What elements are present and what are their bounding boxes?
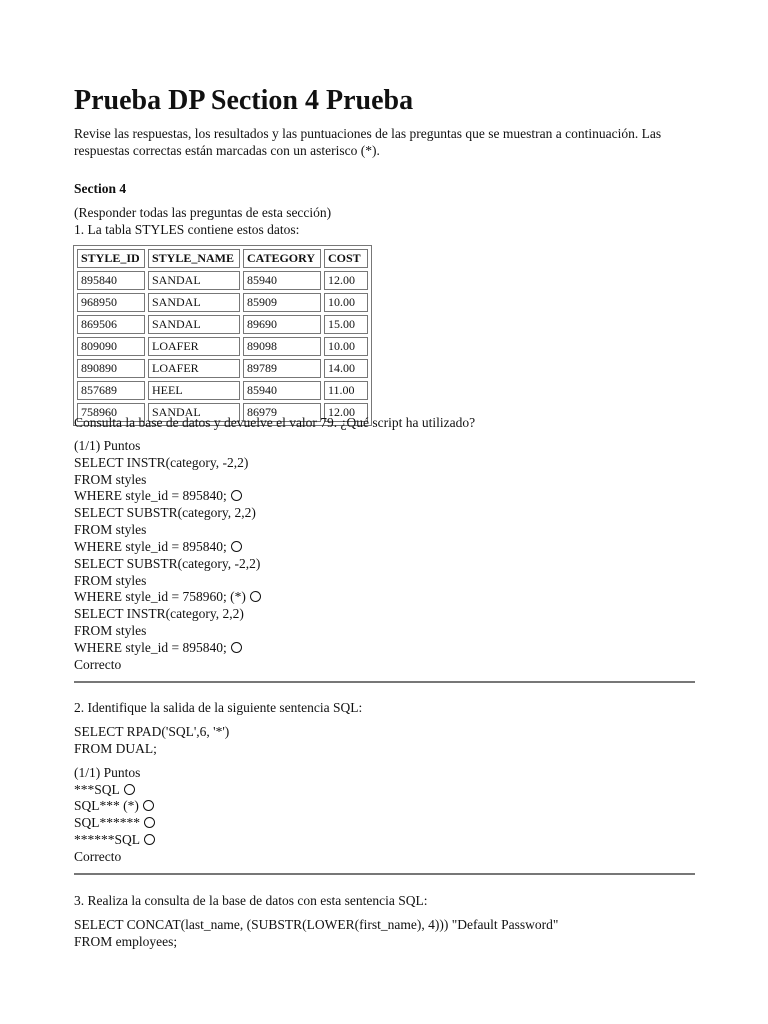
q1-question: Consulta la base de datos y devuelve el valor 79. ¿Qué script ha utilizado? [74, 415, 476, 430]
table-cell: 12.00 [324, 403, 368, 422]
table-cell: 85940 [243, 271, 321, 290]
table-row [77, 315, 368, 334]
table-header: COST [324, 249, 368, 268]
q2-option-a-radio[interactable] [124, 784, 135, 795]
q2-option-d-label: ******SQL [74, 832, 141, 847]
table-header-row [77, 249, 368, 268]
q1-option-b-line3: WHERE style_id = 895840; [74, 539, 227, 554]
q1-option-b [74, 538, 242, 555]
q1-option-a-line1: SELECT INSTR(category, -2,2) [74, 455, 249, 470]
table-row [77, 337, 368, 356]
q1-points: (1/1) Puntos [74, 438, 141, 453]
q1-option-a [74, 487, 242, 504]
q2-option-c [74, 814, 155, 831]
table-cell: 895840 [77, 271, 145, 290]
intro-text: Revise las respuestas, los resultados y las puntuaciones de las preguntas que se muestran a continuación. Las respuestas correctas están marcadas con un asterisco (*). [74, 126, 662, 158]
q1-option-a-line2: FROM styles [74, 472, 147, 487]
table-header: STYLE_NAME [148, 249, 240, 268]
divider [74, 873, 695, 875]
table-cell: 89789 [243, 359, 321, 378]
q3-code-line1: SELECT CONCAT(last_name, (SUBSTR(LOWER(first_name), 4))) "Default Password" [74, 917, 559, 932]
q1-option-c-line1: SELECT SUBSTR(category, -2,2) [74, 556, 261, 571]
q2-option-d [74, 831, 155, 848]
section-note: (Responder todas las preguntas de esta sección) [74, 205, 332, 220]
q1-option-c [74, 588, 261, 605]
q1-prompt: 1. La tabla STYLES contiene estos datos: [74, 222, 300, 237]
table-cell: 14.00 [324, 359, 368, 378]
q1-option-d-line2: FROM styles [74, 623, 147, 638]
q2-option-a-label: ***SQL [74, 782, 120, 797]
q2-code-line1: SELECT RPAD('SQL',6, '*') [74, 724, 230, 739]
q2-option-c-label: SQL****** [74, 815, 141, 830]
q1-option-d-line1: SELECT INSTR(category, 2,2) [74, 606, 244, 621]
q1-option-c-line3: WHERE style_id = 758960; (*) [74, 589, 246, 604]
q1-option-c-radio[interactable] [250, 591, 261, 602]
table-cell: 10.00 [324, 337, 368, 356]
table-cell: 89690 [243, 315, 321, 334]
table-cell: HEEL [148, 381, 240, 400]
table-cell: 890890 [77, 359, 145, 378]
q2-option-d-radio[interactable] [144, 834, 155, 845]
table-row [77, 293, 368, 312]
table-cell: 809090 [77, 337, 145, 356]
table-cell: 85940 [243, 381, 321, 400]
table-cell: 10.00 [324, 293, 368, 312]
q2-option-b-label: SQL*** (*) [74, 798, 139, 813]
q3-prompt: 3. Realiza la consulta de la base de datos con esta sentencia SQL: [74, 893, 428, 908]
q2-option-c-radio[interactable] [144, 817, 155, 828]
table-header: STYLE_ID [77, 249, 145, 268]
q1-option-c-line2: FROM styles [74, 573, 147, 588]
table-cell: 85909 [243, 293, 321, 312]
q1-option-a-radio[interactable] [231, 490, 242, 501]
q3-code-line2: FROM employees; [74, 934, 178, 949]
q2-option-b-radio[interactable] [143, 800, 154, 811]
table-row [77, 381, 368, 400]
q1-option-d-line3: WHERE style_id = 895840; [74, 640, 227, 655]
table-row [77, 271, 368, 290]
table-cell: 758960 [77, 403, 145, 422]
table-cell: 15.00 [324, 315, 368, 334]
q2-prompt: 2. Identifique la salida de la siguiente sentencia SQL: [74, 700, 363, 715]
q2-result: Correcto [74, 849, 122, 864]
divider [74, 681, 695, 683]
table-cell: LOAFER [148, 359, 240, 378]
table-cell: 89098 [243, 337, 321, 356]
table-row [77, 359, 368, 378]
page-title: Prueba DP Section 4 Prueba [74, 85, 414, 116]
q1-option-b-radio[interactable] [231, 541, 242, 552]
q1-option-b-line1: SELECT SUBSTR(category, 2,2) [74, 505, 256, 520]
table-cell: SANDAL [148, 293, 240, 312]
q2-points: (1/1) Puntos [74, 765, 141, 780]
styles-table [73, 245, 372, 426]
table-cell: 869506 [77, 315, 145, 334]
q2-option-b [74, 797, 154, 814]
table-header: CATEGORY [243, 249, 321, 268]
q1-option-b-line2: FROM styles [74, 522, 147, 537]
table-cell: 12.00 [324, 271, 368, 290]
q2-code-line2: FROM DUAL; [74, 741, 157, 756]
q1-option-d [74, 639, 242, 656]
table-cell: SANDAL [148, 315, 240, 334]
table-cell: 11.00 [324, 381, 368, 400]
table-cell: LOAFER [148, 337, 240, 356]
table-cell: SANDAL [148, 403, 240, 422]
q1-result: Correcto [74, 657, 122, 672]
table-cell: SANDAL [148, 271, 240, 290]
q1-option-a-line3: WHERE style_id = 895840; [74, 488, 227, 503]
q1-option-d-radio[interactable] [231, 642, 242, 653]
q2-option-a [74, 781, 135, 798]
table-cell: 857689 [77, 381, 145, 400]
table-cell: 86979 [243, 403, 321, 422]
section-heading: Section 4 [74, 181, 127, 196]
table-cell: 968950 [77, 293, 145, 312]
